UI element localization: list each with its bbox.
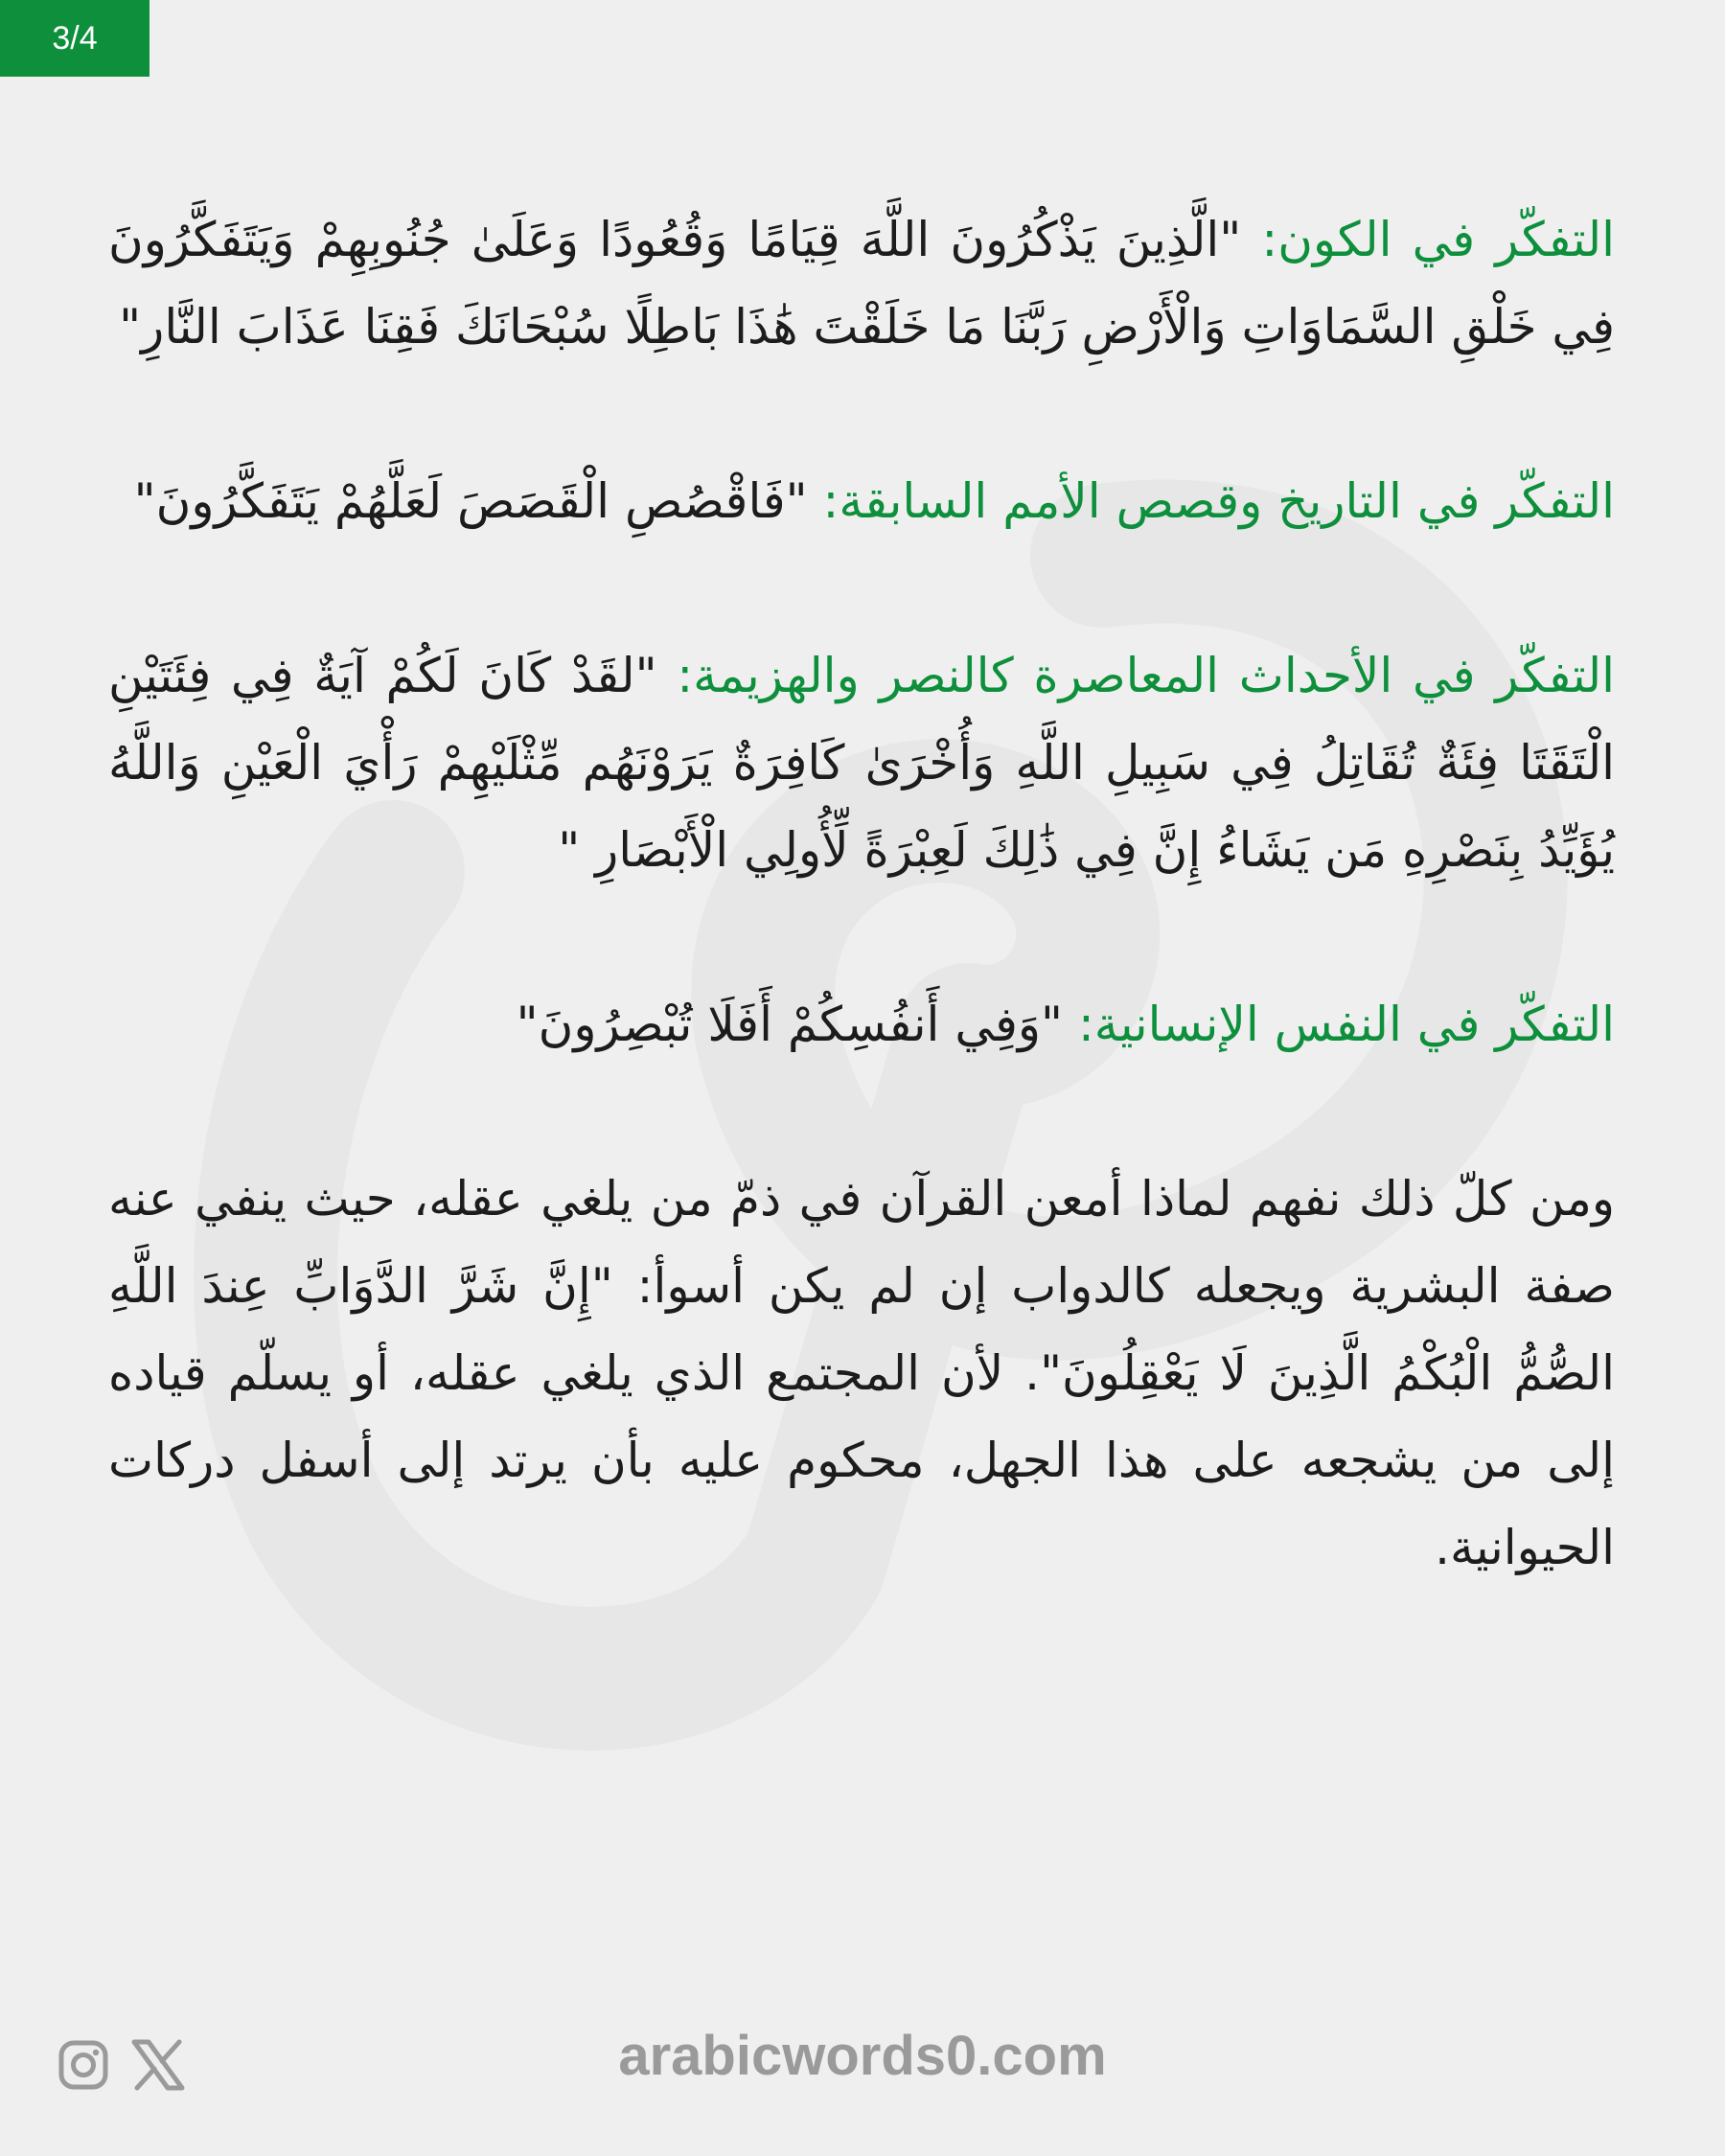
social-icons <box>58 2031 186 2099</box>
page-indicator: 3/4 <box>0 0 150 77</box>
closing-paragraph: ومن كلّ ذلك نفهم لماذا أمعن القرآن في ذمّ من يلغي عقله، حيث ينفي عنه صفة البشرية ويجعله كالدواب إن لم يكن أسوأ: "إِنَّ شَرَّ الدَّوَابِّ عِندَ اللَّهِ الصُّمُّ الْبُكْمُ الَّذِينَ لَا يَعْقِلُونَ". لأن المجتمع الذي يلغي عقله، أو يسلّم قياده إلى من يشجعه على هذا الجهل، محكوم عليه بأن يرتد إلى أسفل دركات الحيوانية. <box>108 1171 1615 1575</box>
paragraph-heading: التفكّر في النفس الإنسانية: <box>1077 997 1615 1052</box>
paragraph-universe <box>108 196 1615 371</box>
paragraph-heading: التفكّر في الأحداث المعاصرة كالنصر والهزيمة: <box>677 648 1615 703</box>
quran-verse: "فَاقْصُصِ الْقَصَصَ لَعَلَّهُمْ يَتَفَكَّرُونَ" <box>133 473 823 529</box>
website-url: arabicwords0.com <box>618 2025 1107 2087</box>
article-body <box>108 196 1615 1592</box>
quran-verse: "وَفِي أَنفُسِكُمْ أَفَلَا تُبْصِرُونَ" <box>516 997 1078 1052</box>
quran-verse: "لقَدْ كَانَ لَكُمْ آيَةٌ فِي فِئَتَيْنِ الْتَقَتَا فِئَةٌ تُقَاتِلُ فِي سَبِيلِ اللَّهِ وَأُخْرَىٰ كَافِرَةٌ يَرَوْنَهُم مِّثْلَيْهِمْ رَأْيَ الْعَيْنِ وَاللَّهُ يُؤَيِّدُ بِنَصْرِهِ مَن يَشَاءُ إِنَّ فِي ذَٰلِكَ لَعِبْرَةً لِّأُولِي الْأَبْصَارِ " <box>108 648 1615 878</box>
paragraph-heading: التفكّر في الكون: <box>1261 212 1616 267</box>
x-icon[interactable] <box>130 2039 186 2091</box>
quran-verse: "الَّذِينَ يَذْكُرُونَ اللَّهَ قِيَامًا وَقُعُودًا وَعَلَىٰ جُنُوبِهِمْ وَيَتَفَكَّرُونَ فِي خَلْقِ السَّمَاوَاتِ وَالْأَرْضِ رَبَّنَا مَا خَلَقْتَ هَٰذَا بَاطِلًا سُبْحَانَكَ فَقِنَا عَذَابَ النَّارِ" <box>108 212 1615 355</box>
paragraph-events <box>108 632 1615 894</box>
paragraph-self <box>108 981 1615 1068</box>
instagram-icon[interactable] <box>58 2039 109 2091</box>
paragraph-history <box>108 458 1615 545</box>
paragraph-heading: التفكّر في التاريخ وقصص الأمم السابقة: <box>822 473 1615 529</box>
